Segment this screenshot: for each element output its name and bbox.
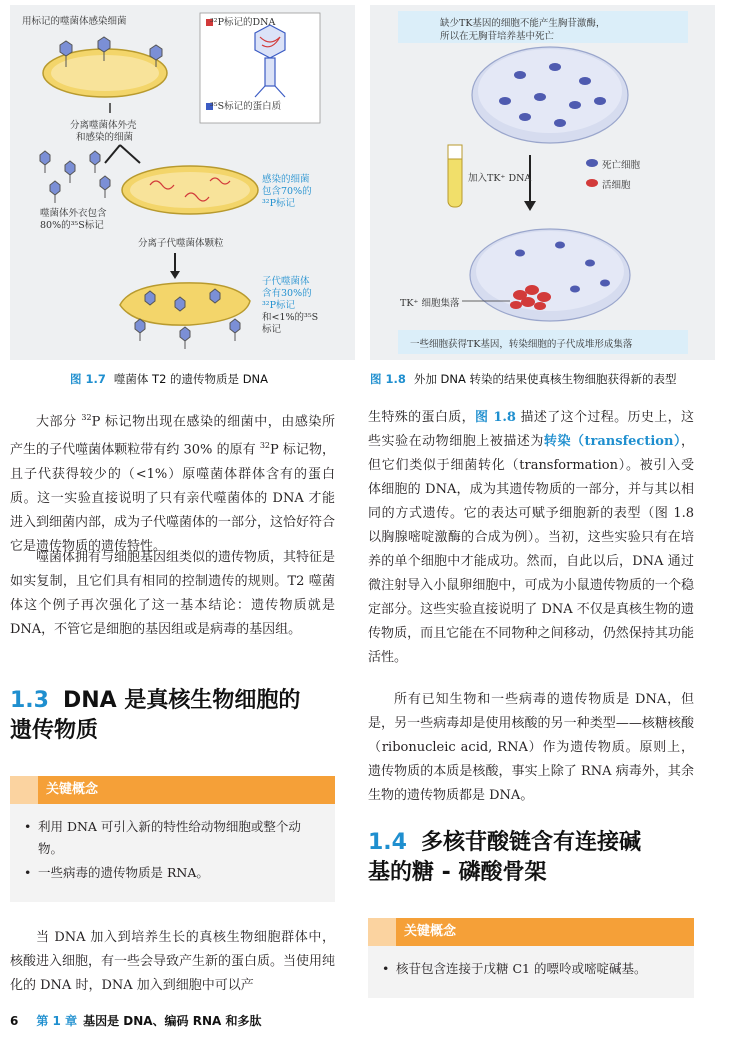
page-number: 6 xyxy=(10,1014,19,1028)
figure-1-8-reference[interactable]: 图 1.8 xyxy=(475,410,516,425)
key-concept-item: • 一些病毒的遗传物质是 RNA。 xyxy=(24,862,321,884)
fig18-label-top-2: 所以在无胸苷培养基中死亡 xyxy=(440,31,555,42)
left-paragraph-1: 大部分 $^{32}$P 标记物出现在感染的细菌中，由感染所产生的子代噬菌体颗粒带有约 30% 的原有 $^{32}$P 标记物，且子代获得较少的（<1%）原噬菌体群体含有的蛋白质。这一实验直接说明了只有亲代噬菌体的 DNA 才能进入到细菌内部，成为子代噬菌体的一部分，这恰好符合它是遗传物质的遗传特性。 xyxy=(10,413,336,554)
page-footer xyxy=(10,1012,261,1029)
fig17-label-progeny-1: 子代噬菌体 xyxy=(262,276,310,287)
fig17-label-separate-2: 和感染的细菌 xyxy=(76,132,134,143)
chapter-title: 基因是 DNA、编码 RNA 和多肽 xyxy=(83,1014,262,1028)
key-concepts-marker xyxy=(10,776,38,804)
section-1-3-heading xyxy=(10,686,340,746)
fig17-label-progeny-2: 含有30%的 xyxy=(262,288,312,299)
key-concepts-box-1-3 xyxy=(10,776,335,902)
figure-1-8-caption xyxy=(370,371,677,387)
figure-1-8-caption-number: 图 1.8 xyxy=(370,372,406,386)
figure-1-7 xyxy=(10,5,355,360)
figure-1-8 xyxy=(370,5,715,360)
term-transfection: 转染（transfection） xyxy=(543,434,681,449)
figure-1-7-caption-text: 噬菌体 T2 的遗传物质是 DNA xyxy=(113,372,269,386)
fig18-label-colony: TK⁺ 细胞集落 xyxy=(400,298,460,309)
fig18-legend-live: 活细胞 xyxy=(602,180,631,191)
key-concepts-list xyxy=(24,816,321,884)
left-paragraph-3: 当 DNA 加入到培养生长的真核生物细胞群体中，核酸进入细胞，有一些会导致产生新的蛋白质。当使用纯化的 DNA 时，DNA 加入到细胞中可以产 xyxy=(10,930,336,993)
key-concepts-title: 关键概念 xyxy=(404,924,457,939)
section-1-4-title-line-1: 多核苷酸链含有连接碱 xyxy=(420,830,641,855)
left-paragraph-2: 噬菌体拥有与细胞基因组类似的遗传物质，其特征是如实复制，且它们具有相同的控制遗传的规则。T2 噬菌体这个例子再次强化了这一基本结论：遗传物质就是 DNA，不管它是细胞的基因组或是病毒的基因组。 xyxy=(10,550,336,637)
fig17-label-progeny-3: ³²P标记 xyxy=(262,300,296,311)
fig17-label-progeny-sep: 分离子代噬菌体颗粒 xyxy=(138,238,224,249)
fig17-label-coat-1: 噬菌体外衣包含 xyxy=(40,208,107,219)
chapter-label: 第 1 章 xyxy=(36,1014,78,1028)
key-concepts-list xyxy=(382,958,680,980)
key-concepts-header xyxy=(368,918,694,946)
right-paragraph-2: 所有已知生物和一些病毒的遗传物质是 DNA，但是，另一些病毒却是使用核酸的另一种类型——核糖核酸（ribonucleic acid, RNA）作为遗传物质。原则上，遗传物质的本质是核酸，事实上除了 RNA 病毒外，其余生物的遗传物质都是 DNA。 xyxy=(368,692,694,803)
fig17-label-infected-1: 感染的细菌 xyxy=(262,174,310,185)
fig17-label-progeny-5: 标记 xyxy=(262,324,282,335)
fig17-legend-s: ³⁵S标记的蛋白质 xyxy=(210,101,282,112)
figure-1-8-caption-text: 外加 DNA 转染的结果使真核生物细胞获得新的表型 xyxy=(413,372,677,386)
section-1-3-title-line-2: 遗传物质 xyxy=(10,718,99,743)
right-paragraph-1: 生特殊的蛋白质，图 1.8 描述了这个过程。历史上，这些实验在动物细胞上被描述为转染（transfection），但它们类似于细菌转化（transformation）。被引入受体细胞的 DNA，成为其遗传物质的一部分，并与其以相同的方式遗传。它的表达可赋予细胞新的表型（图 1.8 以胸腺嘧啶激酶的合成为例）。当初，这些实验只有在培养的单个细胞中才能成功。然而，自此以后，DNA 通过微注射导入小鼠卵细胞中，可成为小鼠遗传物质的一个稳定部分。这些实验直接说明了 DNA 不仅是真核生物的遗传物质，而且它能在不同物种之间移动，仍然保持其功能活性。 xyxy=(368,410,694,665)
section-1-3-title-line-1: DNA 是真核生物细胞的 xyxy=(62,688,301,713)
key-concepts-header xyxy=(10,776,335,804)
fig17-label-infected-2: 包含70%的 xyxy=(262,186,312,197)
key-concepts-title: 关键概念 xyxy=(46,782,99,797)
fig17-legend-p: ³²P标记的DNA xyxy=(210,17,276,28)
figure-1-7-caption-number: 图 1.7 xyxy=(70,372,106,386)
figure-1-7-caption xyxy=(70,371,268,387)
fig18-label-bottom: 一些细胞获得TK基因，转染细胞的子代成堆形成集落 xyxy=(410,339,633,350)
key-concepts-box-1-4 xyxy=(368,918,694,998)
section-1-3-number: 1.3 xyxy=(10,688,49,713)
fig17-label-separate-1: 分离噬菌体外壳 xyxy=(70,120,137,131)
fig18-label-top-1: 缺少TK基因的细胞不能产生胸苷激酶， xyxy=(440,18,606,29)
section-1-4-title-line-2: 基的糖 - 磷酸骨架 xyxy=(368,860,547,885)
fig17-label-progeny-4: 和<1%的³⁵S xyxy=(262,312,319,323)
fig17-label-top-left: 用标记的噬菌体感染细菌 xyxy=(22,16,127,27)
fig18-label-add-dna: 加入TK⁺ DNA xyxy=(468,173,532,184)
fig17-label-coat-2: 80%的³⁵S标记 xyxy=(40,220,104,231)
section-1-4-heading xyxy=(368,828,708,888)
key-concept-item: • 核苷包含连接于戊糖 C1 的嘌呤或嘧啶碱基。 xyxy=(382,958,680,980)
fig18-legend-dead: 死亡细胞 xyxy=(602,160,641,171)
key-concept-item: • 利用 DNA 可引入新的特性给动物细胞或整个动物。 xyxy=(24,816,321,860)
fig17-label-infected-3: ³²P标记 xyxy=(262,198,296,209)
section-1-4-number: 1.4 xyxy=(368,830,407,855)
key-concepts-marker xyxy=(368,918,396,946)
